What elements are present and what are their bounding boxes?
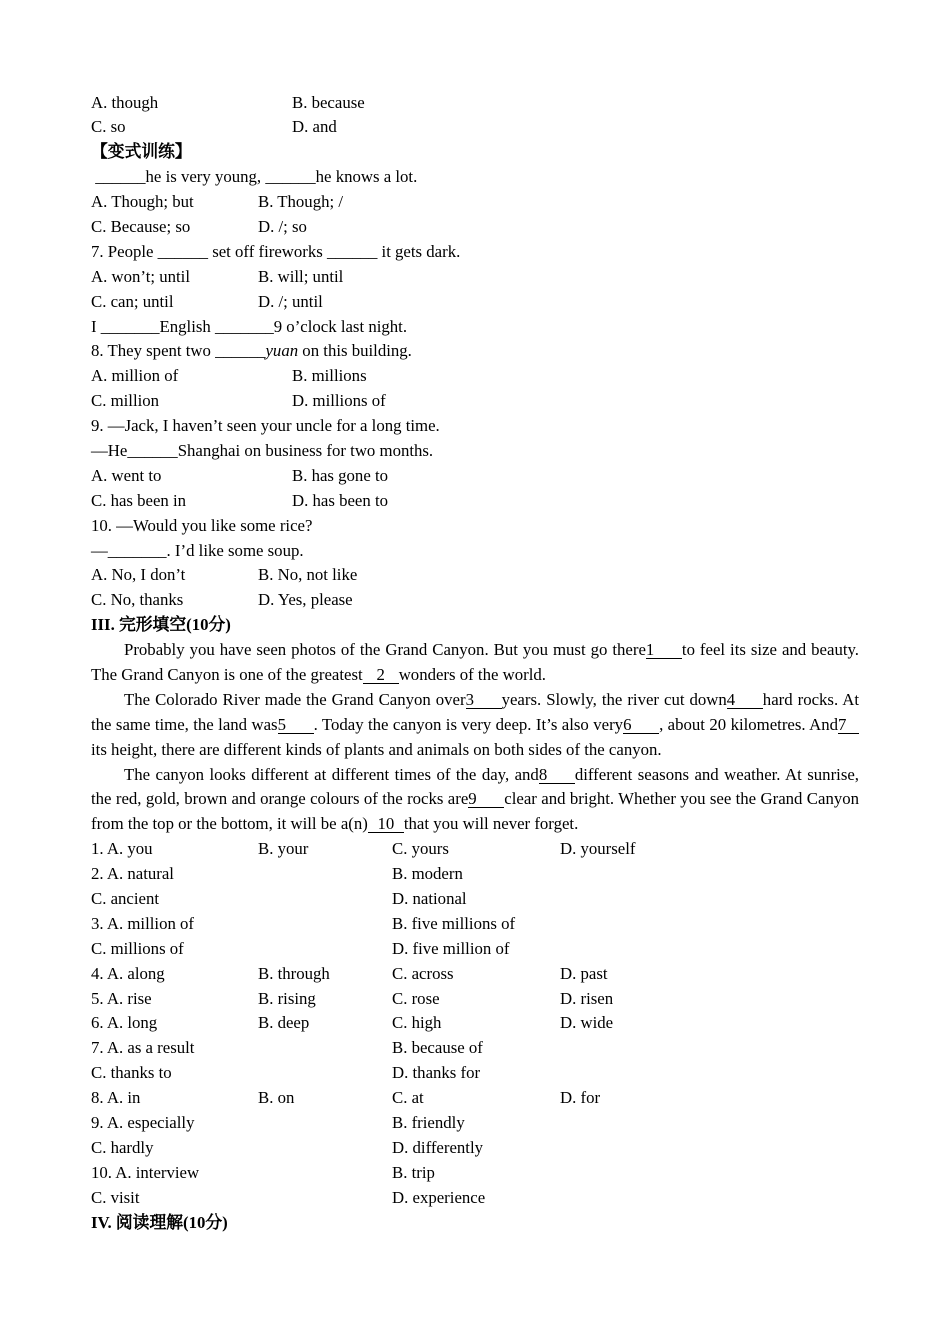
cloze-q3-options-row-2 xyxy=(91,937,859,962)
q9-option-c: C. has been in xyxy=(91,490,187,510)
variant-options-row-1 xyxy=(91,190,859,215)
cloze-q1-option-a: 1. A. you xyxy=(91,839,153,859)
q10-options-row-1 xyxy=(91,563,859,588)
cloze-text: The canyon looks different at different times of the day, and xyxy=(124,764,539,784)
cloze-q10-option-c: C. visit xyxy=(91,1187,140,1207)
cloze-q10-option-b: B. trip xyxy=(392,1162,435,1182)
cloze-passage-line-6 xyxy=(91,763,859,788)
cloze-q8-option-d: D. for xyxy=(560,1088,601,1108)
q8-options-row-1 xyxy=(91,364,859,389)
q9-option-b: B. has gone to xyxy=(292,465,389,485)
cloze-q5-options xyxy=(91,987,859,1012)
cloze-q7-option-c: C. thanks to xyxy=(91,1063,172,1083)
cloze-q8-option-a: 8. A. in xyxy=(91,1088,141,1108)
cloze-q6-option-d: D. wide xyxy=(560,1013,614,1033)
q8-stem-before: 8. They spent two ______ xyxy=(91,341,266,361)
q8-option-b: B. millions xyxy=(292,366,367,386)
cloze-text: from the top or the bottom, it will be a(n) xyxy=(91,814,368,834)
cloze-text: The Grand Canyon is one of the greatest xyxy=(91,664,363,684)
cloze-text: . Today the canyon is very deep. It’s also very xyxy=(313,714,624,734)
cloze-q2-option-d: D. national xyxy=(392,889,467,908)
q6-option-c: C. so xyxy=(91,117,126,137)
variant-option-c: C. Because; so xyxy=(91,216,191,236)
cloze-q7-options-row-2 xyxy=(91,1061,859,1086)
cloze-q4-options xyxy=(91,962,859,987)
cloze-passage-line-2 xyxy=(91,663,859,688)
cloze-q9-options-row-1 xyxy=(91,1111,859,1136)
q8-stem xyxy=(91,339,859,364)
q7-options-row-2 xyxy=(91,290,859,315)
q8-stem-after: on this building. xyxy=(298,341,412,361)
q7-option-c: C. can; until xyxy=(91,291,174,311)
cloze-q5-option-a: 5. A. rise xyxy=(91,988,152,1008)
q10-option-a: A. No, I don’t xyxy=(91,565,186,585)
cloze-q9-option-c: C. hardly xyxy=(91,1137,154,1157)
cloze-passage-line-3 xyxy=(91,688,859,713)
cloze-blank-7: 7 xyxy=(838,716,859,734)
exam-content xyxy=(91,91,859,1236)
reading-heading: IV. 阅读理解(10分) xyxy=(91,1212,228,1232)
cloze-heading: III. 完形填空(10分) xyxy=(91,615,231,635)
variant-options-row-2 xyxy=(91,215,859,240)
cloze-q8-option-c: C. at xyxy=(392,1088,424,1108)
cloze-q5-option-b: B. rising xyxy=(258,988,316,1008)
cloze-blank-10: 10 xyxy=(368,815,404,833)
q9-option-d: D. has been to xyxy=(292,490,389,510)
q7-options-row-1 xyxy=(91,265,859,290)
cloze-q7-option-a: 7. A. as a result xyxy=(91,1038,195,1058)
cloze-q4-option-a: 4. A. along xyxy=(91,963,165,983)
q10-reply: —_______. I’d like some soup. xyxy=(91,540,304,560)
cloze-text: The Colorado River made the Grand Canyon over xyxy=(124,689,466,709)
q7-stem: 7. People ______ set off fireworks ______ it gets dark. xyxy=(91,241,461,261)
q6-option-b: B. because xyxy=(292,92,365,112)
q8-option-a: A. million of xyxy=(91,366,179,386)
variant-option-b: B. Though; / xyxy=(258,192,344,212)
cloze-blank-6: 6 xyxy=(623,716,659,734)
cloze-q6-option-a: 6. A. long xyxy=(91,1013,158,1033)
variant-option-d: D. /; so xyxy=(258,216,307,236)
cloze-q3-options-row-1 xyxy=(91,912,859,937)
q7-option-b: B. will; until xyxy=(258,266,344,286)
cloze-passage-line-5 xyxy=(91,738,859,763)
q10-options-row-2 xyxy=(91,588,859,613)
q10-option-b: B. No, not like xyxy=(258,565,358,585)
cloze-text: that you will never forget. xyxy=(403,814,579,834)
cloze-q4-option-b: B. through xyxy=(258,963,330,983)
cloze-q3-option-a: 3. A. million of xyxy=(91,913,195,933)
q9-reply: —He______Shanghai on business for two months. xyxy=(91,440,434,460)
cloze-q8-options xyxy=(91,1086,859,1111)
cloze-text: , about 20 kilometres. And xyxy=(659,714,838,734)
q9-stem: 9. —Jack, I haven’t seen your uncle for a long time. xyxy=(91,416,440,436)
cloze-q7-option-b: B. because of xyxy=(392,1038,483,1058)
cloze-passage-line-7 xyxy=(91,787,859,812)
cloze-blank-5: 5 xyxy=(278,716,314,734)
cloze-q9-options-row-2 xyxy=(91,1136,859,1161)
q6-option-d: D. and xyxy=(292,117,337,137)
cloze-text: hard rocks. At xyxy=(762,689,859,709)
cloze-text: wonders of the world. xyxy=(398,664,546,684)
cloze-q6-option-b: B. deep xyxy=(258,1013,310,1033)
cloze-q2-options-row-1 xyxy=(91,862,859,887)
cloze-text: the same time, the land was xyxy=(91,714,278,734)
cloze-q9-option-d: D. differently xyxy=(392,1137,484,1157)
cloze-blank-3: 3 xyxy=(466,691,502,709)
cloze-q9-option-a: 9. A. especially xyxy=(91,1113,195,1133)
q9-option-a: A. went to xyxy=(91,465,162,485)
cloze-q3-option-c: C. millions of xyxy=(91,938,184,958)
q7-option-a: A. won’t; until xyxy=(91,266,190,286)
q6-options-row-2 xyxy=(91,115,859,140)
cloze-q2-option-b: B. modern xyxy=(392,864,463,884)
cloze-blank-1: 1 xyxy=(646,641,682,659)
q10-option-c: C. No, thanks xyxy=(91,590,184,610)
q8-options-row-2 xyxy=(91,389,859,414)
q8-stem-italic: yuan xyxy=(265,341,299,361)
cloze-q6-options xyxy=(91,1011,859,1036)
cloze-q1-option-d: D. yourself xyxy=(560,839,636,859)
cloze-q1-options xyxy=(91,837,859,862)
cloze-q2-option-c: C. ancient xyxy=(91,889,160,908)
q9-options-row-1 xyxy=(91,464,859,489)
cloze-passage-line-1 xyxy=(91,638,859,663)
q10-stem: 10. —Would you like some rice? xyxy=(91,515,313,535)
cloze-q5-option-c: C. rose xyxy=(392,988,440,1008)
cloze-q3-option-b: B. five millions of xyxy=(392,913,516,933)
cloze-q7-options-row-1 xyxy=(91,1036,859,1061)
cloze-text: to feel its size and beauty. xyxy=(681,640,859,660)
cloze-text: its height, there are different kinds of plants and animals on both sides of the canyon. xyxy=(91,739,662,759)
q8-option-d: D. millions of xyxy=(292,391,386,411)
cloze-q7-option-d: D. thanks for xyxy=(392,1063,481,1083)
cloze-q8-option-b: B. on xyxy=(258,1088,295,1108)
cloze-blank-9: 9 xyxy=(468,790,504,808)
cloze-blank-4: 4 xyxy=(727,691,763,709)
cloze-q6-option-c: C. high xyxy=(392,1013,442,1033)
q6-option-a: A. though xyxy=(91,92,159,112)
q8-option-c: C. million xyxy=(91,391,160,411)
cloze-q5-option-d: D. risen xyxy=(560,988,614,1008)
cloze-q4-option-d: D. past xyxy=(560,963,608,983)
variant-heading: 【变式训练】 xyxy=(91,142,192,162)
cloze-q3-option-d: D. five million of xyxy=(392,938,510,958)
cloze-blank-8: 8 xyxy=(539,766,575,784)
q7-option-d: D. /; until xyxy=(258,291,323,311)
q10-option-d: D. Yes, please xyxy=(258,590,353,610)
cloze-q1-option-c: C. yours xyxy=(392,839,449,859)
q9-options-row-2 xyxy=(91,489,859,514)
cloze-q9-option-b: B. friendly xyxy=(392,1113,465,1133)
cloze-text: clear and bright. Whether you see the Grand Canyon xyxy=(504,789,860,809)
cloze-q10-option-d: D. experience xyxy=(392,1187,486,1207)
q6-options-row-1 xyxy=(91,91,859,116)
q7-variant-stem: I _______English _______9 o’clock last night. xyxy=(91,316,408,336)
cloze-q10-options-row-1 xyxy=(91,1161,859,1186)
cloze-q10-option-a: 10. A. interview xyxy=(91,1162,200,1182)
cloze-blank-2: 2 xyxy=(363,666,399,684)
cloze-q2-option-a: 2. A. natural xyxy=(91,864,174,884)
cloze-q10-options-row-2 xyxy=(91,1186,859,1211)
variant-stem: ______he is very young, ______he knows a lot. xyxy=(91,167,418,187)
cloze-q2-options-row-2 xyxy=(91,887,859,912)
cloze-text: the red, gold, brown and orange colours of the rocks are xyxy=(91,789,469,809)
variant-option-a: A. Though; but xyxy=(91,192,194,212)
cloze-text: different seasons and weather. At sunrise, xyxy=(574,764,859,784)
cloze-text: Probably you have seen photos of the Grand Canyon. But you must go there xyxy=(124,640,646,660)
cloze-passage-line-8 xyxy=(91,812,859,837)
cloze-q1-option-b: B. your xyxy=(258,839,309,859)
cloze-passage-line-4 xyxy=(91,713,859,738)
cloze-text: years. Slowly, the river cut down xyxy=(501,689,727,709)
cloze-q4-option-c: C. across xyxy=(392,963,454,983)
